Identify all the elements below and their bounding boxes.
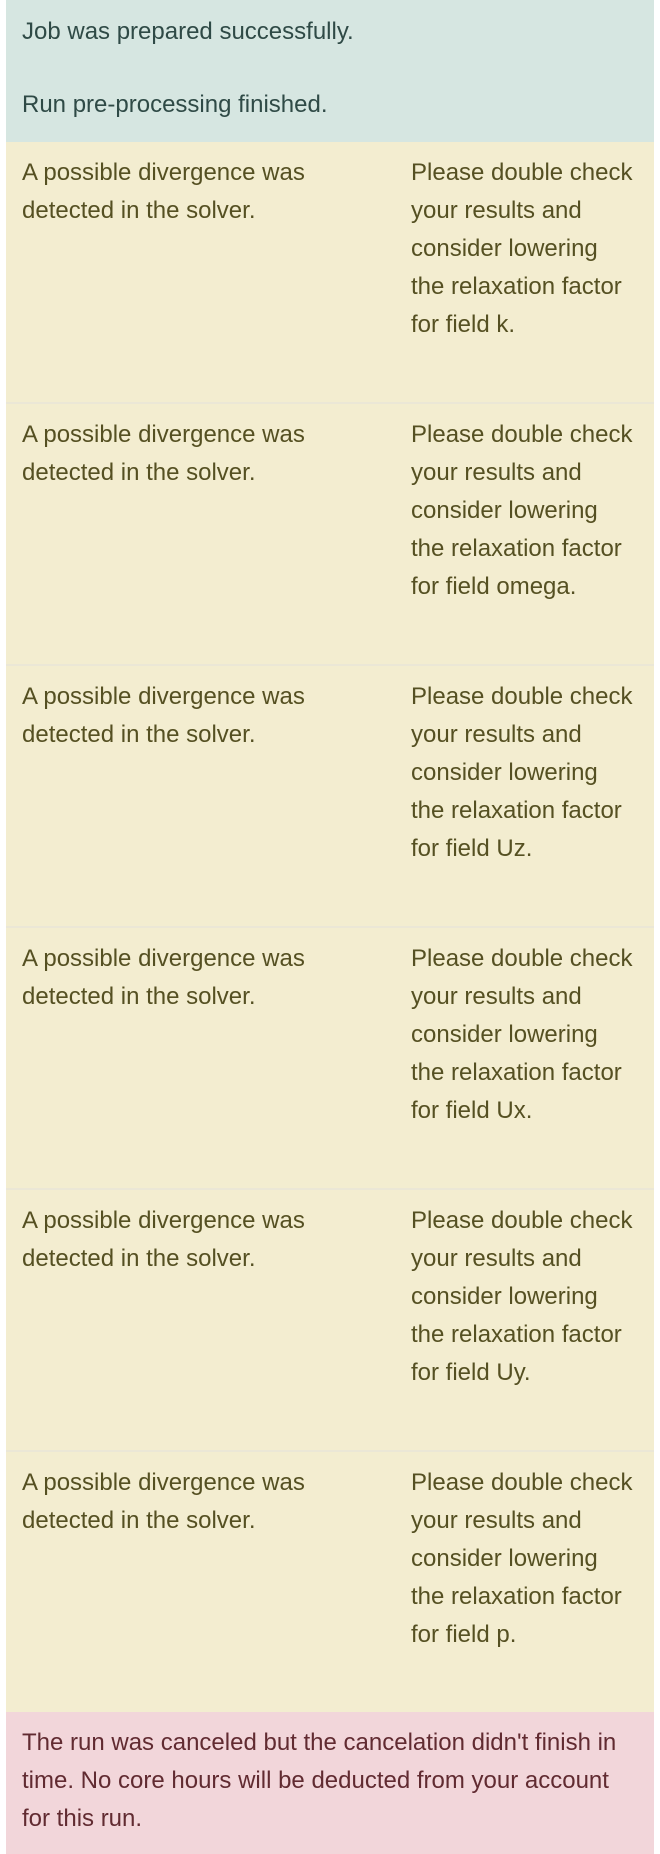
warning-title: A possible divergence was detected in the solver. xyxy=(22,1469,305,1534)
error-message-run-canceled: The run was canceled but the cancelation didn't finish in time. No core hours will be deducted from your account for this run. xyxy=(6,1712,654,1854)
warning-title: A possible divergence was detected in the solver. xyxy=(22,421,305,486)
warning-row xyxy=(6,404,654,664)
warning-row xyxy=(6,666,654,926)
warning-detail: Please double check your results and consider lowering the relaxation factor for field Ux. xyxy=(411,945,633,1124)
warning-row xyxy=(6,928,654,1188)
warning-detail: Please double check your results and consider lowering the relaxation factor for field Uz. xyxy=(411,683,633,862)
info-message-job-prepared: Job was prepared successfully. xyxy=(22,18,354,45)
warning-detail: Please double check your results and consider lowering the relaxation factor for field Uy. xyxy=(411,1207,633,1386)
warning-row xyxy=(6,1190,654,1450)
warning-title: A possible divergence was detected in the solver. xyxy=(22,159,305,224)
warning-row xyxy=(6,142,654,402)
warning-detail: Please double check your results and consider lowering the relaxation factor for field p. xyxy=(411,1469,633,1648)
warning-detail: Please double check your results and consider lowering the relaxation factor for field omega. xyxy=(411,421,633,600)
warning-row xyxy=(6,1452,654,1712)
info-message-preprocessing-finished: Run pre-processing finished. xyxy=(22,91,328,118)
warning-detail: Please double check your results and consider lowering the relaxation factor for field k. xyxy=(411,159,633,338)
warning-title: A possible divergence was detected in the solver. xyxy=(22,1207,305,1272)
warning-title: A possible divergence was detected in the solver. xyxy=(22,683,305,748)
info-message-panel xyxy=(6,0,654,142)
warning-title: A possible divergence was detected in the solver. xyxy=(22,945,305,1010)
